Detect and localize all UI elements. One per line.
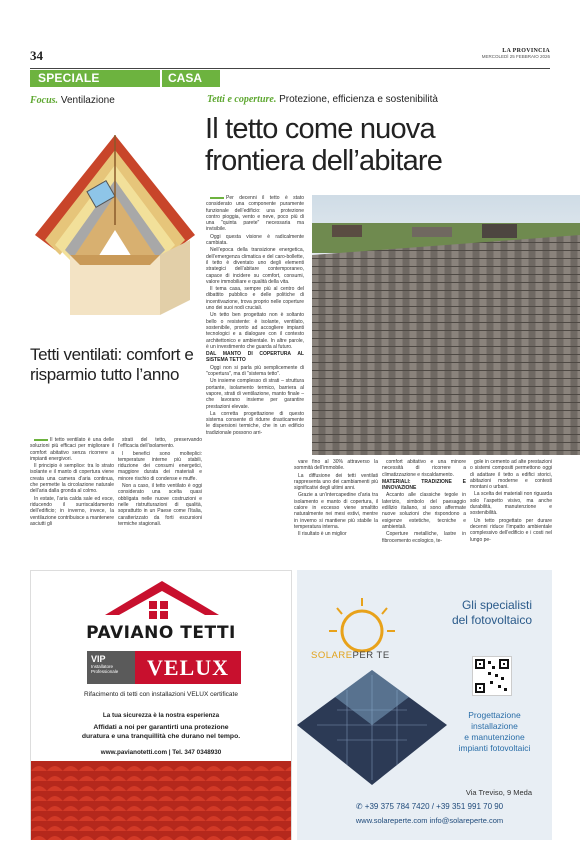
- paragraph: Il tetto ventilato è una delle soluzioni più efficaci per migliorare il comfort abitativo senza ricorrere a impianti energivori.: [30, 437, 114, 462]
- vip-badge: [87, 651, 135, 684]
- paragraph: comfort abitativo e una minore necessità di ricorrere a climatizzazione e riscaldamento.: [382, 459, 466, 478]
- section-heading: MATERIALI: TRADIZIONE E INNOVAZIONE: [382, 478, 466, 492]
- focus-label: [30, 95, 115, 106]
- headline-line-2: frontiera dell’abitare: [205, 145, 443, 177]
- paragraph: Il risultato è un miglior: [298, 531, 347, 538]
- sidebar-col-a: [30, 437, 114, 528]
- section-label: SPECIALE: [30, 70, 160, 87]
- roof-shingles-photo: [312, 195, 580, 455]
- section-heading: DAL MANTO DI COPERTURA AL SISTEMA TETTO: [206, 351, 304, 364]
- vip-sub: Installatore Professionale: [91, 664, 119, 674]
- ad-solare-per-te[interactable]: [297, 570, 552, 840]
- paragraph: vare fino al 30% attraverso la sommità dell’immobile.: [294, 459, 378, 472]
- paragraph: Grazie a un’intercapedine d’aria tra isolamento e manto di copertura, il calore in eccesso viene smaltito naturalmente nei mesi estivi, mentre in inverno si mantiene più stabile la temperatura interna.: [294, 492, 378, 530]
- article-col-2: [294, 459, 378, 539]
- house-roof-logo-icon: [97, 579, 227, 621]
- green-dash: [34, 439, 48, 441]
- paragraph: La corretta progettazione di questo sistema consente di ridurre drasticamente le dispersioni termiche, che in un edificio tradizionale possono arri-: [206, 410, 304, 436]
- qr-code[interactable]: [472, 656, 512, 696]
- section-bar: [30, 70, 220, 87]
- paragraph: In estate, l’aria calda sale ed esce, riducendo il surriscaldamento dell’edificio; in inverno, invece, la ventilazione contribuisce a mantenere asciutti gli: [30, 495, 114, 527]
- paragraph: Accanto alle classiche tegole in laterizio, simbolo del paesaggio edilizio italiano, si sono affermate nuove soluzioni che rispondono a esigenze estetiche, tecniche e ambientali.: [382, 492, 466, 530]
- paragraph: Coperture metalliche, lastre in fibrocemento ecologico, te-: [382, 531, 466, 544]
- ad1-line2: La tua sicurezza è la nostra esperienza: [102, 712, 220, 719]
- masthead: [482, 48, 550, 59]
- paragraph: La scelta dei materiali non riguarda solo l’aspetto visivo, ma anche durabilità, manutenzione e sostenibilità.: [470, 491, 552, 517]
- issue-date: MERCOLEDÌ 25 FEBBRAIO 2026: [481, 54, 550, 59]
- article-kicker: [207, 94, 438, 105]
- focus-topic: Ventilazione: [60, 95, 115, 106]
- paragraph: Oggi questa visione è radicalmente cambiata.: [206, 233, 304, 247]
- paragraph: Il tema casa, sempre più al centro del dibattito pubblico e delle politiche di incentivazione, trova proprio nelle coperture uno dei suoi nodi cruciali.: [206, 286, 304, 312]
- ad1-brand: PAVIANO TETTI: [86, 623, 236, 643]
- paragraph: Il principio è semplice: tra lo strato isolante e il manto di copertura viene creata una camera d’aria continua, che permette la circolazione naturale dell’aria dalla gronda al colmo.: [30, 463, 114, 495]
- red-roof-tiles-image: [31, 761, 291, 840]
- kicker-text: Protezione, efficienza e sostenibilità: [279, 94, 438, 105]
- ad2-services: Progettazione installazione e manutenzione impianti fotovoltaici: [458, 710, 531, 753]
- paragraph: Un tetto progettato per durare decenni riduce l’impatto ambientale complessivo dell’edificio e i costi nel lungo pe-: [470, 517, 552, 543]
- subsection-label: CASA: [160, 70, 220, 87]
- paragraph: Un insieme complesso di strati – struttura portante, isolamento termico, barriera al vapore, strati di ventilazione, manto finale – che lavorano insieme per garantire prestazioni elevate.: [206, 378, 304, 410]
- ad2-address: Via Treviso, 9 Meda: [465, 788, 532, 797]
- vip-label: VIP: [91, 654, 106, 664]
- ad2-phone[interactable]: ✆ +39 375 784 7420 / +39 351 991 70 90: [355, 802, 504, 811]
- ad2-web[interactable]: www.solareperte.com info@solareperte.com: [355, 816, 504, 825]
- phone-icon: ✆: [355, 802, 365, 811]
- paragraph: strati del tetto, preservando l’efficacia dell’isolamento.: [118, 437, 202, 450]
- header-rule: [30, 68, 550, 69]
- green-dash: [210, 197, 224, 199]
- ad-paviano-tetti[interactable]: [30, 570, 292, 840]
- paragraph: Per decenni il tetto è stato considerato una componente puramente funzionale dell’edificio: una protezione contro pioggia, vento e neve, poco più di una "quinta parete" necessaria ma invisibile.: [206, 195, 304, 233]
- paragraph: Oggi non si parla più semplicemente di "copertura", ma di "sistema tetto".: [206, 364, 304, 378]
- sidebar-subhead: Tetti ventilati: comfort e risparmio tutto l’anno: [30, 345, 194, 384]
- article-col-1: [206, 195, 304, 437]
- headline-line-1: Il tetto come nuova: [205, 113, 435, 145]
- kicker-label: Tetti e coperture.: [207, 94, 277, 105]
- paragraph: Nell’epoca della transizione energetica, dell’emergenza climatica e del caro-bollette, il tetto è diventato uno degli elementi strategici dell’abitare contemporaneo, capace di incidere su comfort, consumi, valore immobiliare e qualità della vita.: [206, 247, 304, 285]
- ad1-line1: Rifacimento di tetti con installazioni VELUX certificate: [84, 691, 238, 698]
- sidebar-col-b: [118, 437, 202, 528]
- paragraph: I benefici sono molteplici: temperature interne più stabili, riduzione dei consumi energetici, maggiore durata dei materiali e minore rischio di condense e muffe.: [118, 450, 202, 482]
- paragraph: Un tetto ben progettato non è soltanto bello o resistente: è isolante, ventilato, sostenibile, pronto ad accogliere impianti tecnologici e a dialogare con il contesto architettonico e ambientale. In altre parole, è un investimento che guarda al futuro.: [206, 312, 304, 350]
- velux-logo: VELUX: [135, 651, 241, 684]
- ad1-line3-4: Affidati a noi per garantirti una protezione duratura e una tranquillità che durano nel tempo.: [81, 724, 241, 740]
- paragraph: La diffusione dei tetti ventilati rappresenta uno dei cambiamenti più significativi degli ultimi anni.: [294, 472, 378, 492]
- article-headline: [205, 113, 442, 177]
- article-col-3: [382, 459, 466, 545]
- roof-layers-illustration: [30, 115, 200, 325]
- focus-key: Focus.: [30, 95, 59, 106]
- page-number: 34: [30, 48, 43, 63]
- solar-panels-photo: [297, 670, 447, 785]
- paragraph: gole in cemento ad alte prestazioni o sistemi compositi permettono oggi di adattare il tetto a edifici storici, abitazioni moderne e contesti montani o urbani.: [470, 459, 552, 491]
- paragraph: Non a caso, il tetto ventilato è oggi considerato una scelta quasi obbligata nelle nuove costruzioni e nelle ristrutturazioni di qualità, soprattutto in un Paese come l’Italia, caratterizzato da forti escursioni termiche stagionali.: [118, 483, 202, 527]
- ad2-headline: Gli specialisti del fotovoltaico: [451, 598, 532, 627]
- ad2-logo-text: SOLAREPER TE: [311, 650, 390, 661]
- article-col-4: [470, 459, 552, 544]
- paper-name: LA PROVINCIA: [502, 48, 550, 54]
- ad1-contact[interactable]: www.pavianotetti.com | Tel. 347 0348930: [100, 749, 222, 756]
